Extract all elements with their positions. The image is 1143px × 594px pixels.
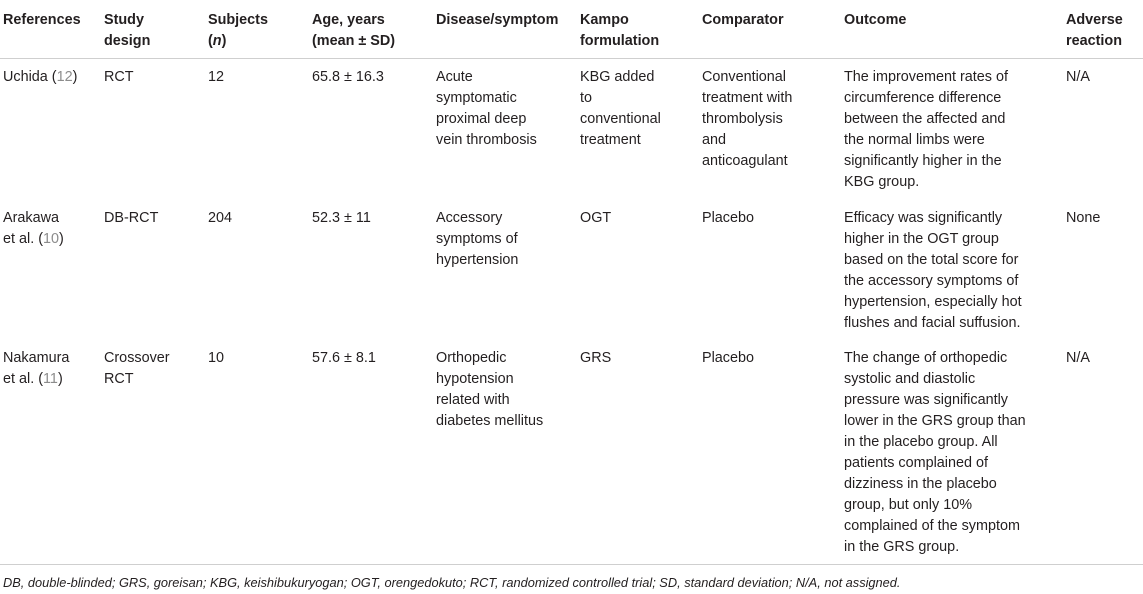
disease-cell bbox=[436, 59, 580, 201]
outcome-line: the normal limbs were bbox=[844, 132, 985, 148]
reference-author: Arakawa bbox=[3, 210, 59, 226]
header-study-design bbox=[104, 0, 208, 59]
outcome-line: hypertension, especially hot bbox=[844, 294, 1022, 310]
study-design-line: DB-RCT bbox=[104, 210, 159, 226]
header-line: Subjects bbox=[208, 12, 268, 28]
reference-author: Nakamura bbox=[3, 350, 70, 366]
header-row bbox=[0, 0, 1143, 59]
comparator-line: and bbox=[702, 132, 727, 148]
outcome-line: based on the total score for bbox=[844, 252, 1019, 268]
header-line: Disease/symptom bbox=[436, 12, 559, 28]
header-line: Outcome bbox=[844, 12, 907, 28]
subjects-value: 12 bbox=[208, 69, 225, 85]
header-age bbox=[312, 0, 436, 59]
comparator-line: thrombolysis bbox=[702, 111, 783, 127]
outcome-line: dizziness in the placebo bbox=[844, 476, 997, 492]
comparator-line: Placebo bbox=[702, 210, 755, 226]
header-subjects bbox=[208, 0, 312, 59]
adverse-cell bbox=[1066, 340, 1143, 565]
outcome-line: in the placebo group. All bbox=[844, 434, 998, 450]
outcome-line: The improvement rates of bbox=[844, 69, 1008, 85]
subjects-value: 204 bbox=[208, 210, 233, 226]
header-adverse bbox=[1066, 0, 1143, 59]
subjects-cell bbox=[208, 59, 312, 201]
outcome-line: in the GRS group. bbox=[844, 539, 960, 555]
outcome-line: group, but only 10% bbox=[844, 497, 973, 513]
age-value: 57.6 ± 8.1 bbox=[312, 350, 376, 366]
age-cell bbox=[312, 59, 436, 201]
reference-cell: Nakamura et al. (11) bbox=[0, 340, 104, 565]
disease-line: symptoms of bbox=[436, 231, 518, 247]
study-design-line: RCT bbox=[104, 371, 134, 387]
outcome-line: higher in the OGT group bbox=[844, 231, 999, 247]
table-row bbox=[0, 59, 1143, 201]
disease-line: Accessory bbox=[436, 210, 503, 226]
table-footnote: DB, double-blinded; GRS, goreisan; KBG, keishibukuryogan; OGT, orengedokuto; RCT, randomized controlled trial; SD, standard deviation; N/A, not assigned. bbox=[3, 575, 901, 590]
age-cell bbox=[312, 200, 436, 340]
adverse-cell bbox=[1066, 59, 1143, 201]
subjects-cell bbox=[208, 340, 312, 565]
age-value: 52.3 ± 11 bbox=[312, 210, 371, 226]
reference-cell: Arakawa et al. (10) bbox=[3, 210, 64, 247]
age-cell bbox=[312, 340, 436, 565]
outcome-line: significantly higher in the bbox=[844, 153, 1002, 169]
header-line: (n) bbox=[208, 33, 227, 49]
formulation-line: OGT bbox=[580, 210, 612, 226]
disease-line: proximal deep bbox=[436, 111, 527, 127]
outcome-cell bbox=[844, 340, 1066, 565]
outcome-line: circumference difference bbox=[844, 90, 1002, 106]
study-design-line: RCT bbox=[104, 69, 134, 85]
table-row bbox=[0, 200, 1143, 340]
header-formulation bbox=[580, 0, 702, 59]
outcome-line: systolic and diastolic bbox=[844, 371, 976, 387]
reference-number-link[interactable]: 10 bbox=[43, 231, 60, 247]
header-line: (mean ± SD) bbox=[312, 33, 396, 49]
reference-suffix: et al. bbox=[3, 231, 35, 247]
disease-line: diabetes mellitus bbox=[436, 413, 544, 429]
disease-line: hypotension bbox=[436, 371, 514, 387]
header-line: reaction bbox=[1066, 33, 1122, 49]
study-design-cell bbox=[104, 200, 208, 340]
disease-line: Orthopedic bbox=[436, 350, 507, 366]
reference-number-link[interactable]: 11 bbox=[43, 371, 58, 387]
comparator-line: Conventional bbox=[702, 69, 787, 85]
header-disease bbox=[436, 0, 580, 59]
outcome-line: flushes and facial suffusion. bbox=[844, 315, 1021, 331]
subjects-value: 10 bbox=[208, 350, 225, 366]
formulation-line: KBG added bbox=[580, 69, 655, 85]
header-line: Age, years bbox=[312, 12, 385, 28]
comparator-line: anticoagulant bbox=[702, 153, 788, 169]
header-line: Adverse bbox=[1066, 12, 1123, 28]
study-design-line: Crossover bbox=[104, 350, 170, 366]
reference-author: Uchida bbox=[3, 69, 48, 85]
adverse-value: None bbox=[1066, 210, 1101, 226]
outcome-line: Efficacy was significantly bbox=[844, 210, 1003, 226]
disease-line: vein thrombosis bbox=[436, 132, 537, 148]
header-outcome bbox=[844, 0, 1066, 59]
subjects-n-symbol: n bbox=[212, 33, 222, 49]
outcome-line: KBG group. bbox=[844, 174, 920, 190]
disease-cell bbox=[436, 200, 580, 340]
reference-number-link[interactable]: 12 bbox=[56, 69, 73, 85]
disease-line: symptomatic bbox=[436, 90, 517, 106]
header-line: formulation bbox=[580, 33, 660, 49]
header-references-line: References bbox=[3, 12, 81, 28]
header-line: Kampo bbox=[580, 12, 629, 28]
comparator-line: Placebo bbox=[702, 350, 755, 366]
outcome-line: The change of orthopedic bbox=[844, 350, 1008, 366]
study-design-cell bbox=[104, 59, 208, 201]
header-line: design bbox=[104, 33, 151, 49]
outcome-line: pressure was significantly bbox=[844, 392, 1008, 408]
adverse-value: N/A bbox=[1066, 350, 1090, 366]
comparator-cell bbox=[702, 200, 844, 340]
outcome-line: the accessory symptoms of bbox=[844, 273, 1019, 289]
age-value: 65.8 ± 16.3 bbox=[312, 69, 384, 85]
adverse-cell bbox=[1066, 200, 1143, 340]
disease-line: related with bbox=[436, 392, 510, 408]
formulation-line: to bbox=[580, 90, 593, 106]
header-comparator bbox=[702, 0, 844, 59]
study-design-cell bbox=[104, 340, 208, 565]
formulation-line: GRS bbox=[580, 350, 612, 366]
adverse-value: N/A bbox=[1066, 69, 1090, 85]
disease-line: hypertension bbox=[436, 252, 519, 268]
header-line: Comparator bbox=[702, 12, 784, 28]
outcome-line: patients complained of bbox=[844, 455, 988, 471]
outcome-cell bbox=[844, 59, 1066, 201]
table-row bbox=[0, 340, 1143, 565]
disease-cell bbox=[436, 340, 580, 565]
formulation-line: treatment bbox=[580, 132, 641, 148]
header-references bbox=[0, 0, 104, 59]
outcome-line: between the affected and bbox=[844, 111, 1006, 127]
formulation-cell bbox=[580, 200, 702, 340]
reference-suffix: et al. bbox=[3, 371, 35, 387]
outcome-line: complained of the symptom bbox=[844, 518, 1020, 534]
comparator-cell bbox=[702, 340, 844, 565]
comparator-line: treatment with bbox=[702, 90, 793, 106]
reference-cell: Uchida (12) bbox=[3, 69, 78, 85]
outcome-cell bbox=[844, 200, 1066, 340]
formulation-cell bbox=[580, 340, 702, 565]
formulation-line: conventional bbox=[580, 111, 661, 127]
comparator-cell bbox=[702, 59, 844, 201]
disease-line: Acute bbox=[436, 69, 473, 85]
formulation-cell bbox=[580, 59, 702, 201]
subjects-cell bbox=[208, 200, 312, 340]
outcome-line: lower in the GRS group than bbox=[844, 413, 1026, 429]
header-line: Study bbox=[104, 12, 144, 28]
